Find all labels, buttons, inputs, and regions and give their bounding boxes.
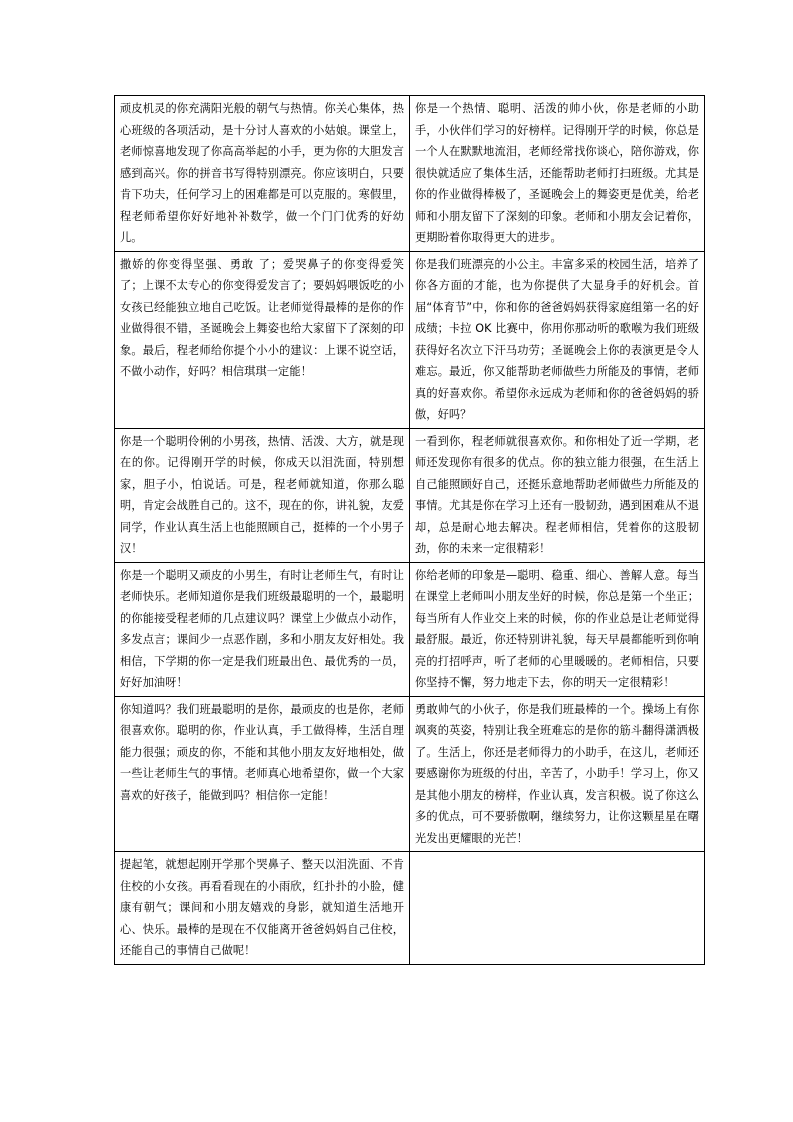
comment-cell: 你是一个聪明伶俐的小男孩，热情、活泼、大方，就是现在的你。记得刚开学的时候，你成天以泪洗面，特别想家，胆子小，怕说话。可是，程老师就知道，你那么聪明，肯定会战胜自己的。这不，现在的你，讲礼貌，友爱同学，作业认真生活上也能照顾自己，挺棒的一个小男子汉！ bbox=[115, 428, 410, 562]
comment-cell: 顽皮机灵的你充满阳光般的朝气与热情。你关心集体，热心班级的各项活动，是十分讨人喜欢的小姑娘。课堂上，老师惊喜地发现了你高高举起的小手，更为你的大胆发言感到高兴。你的拼音书写得特别漂亮。你应该明白，只要肯下功夫，任何学习上的困难都是可以克服的。寒假里，程老师希望你好好地补补数学，做一个门门优秀的好幼儿。 bbox=[115, 96, 410, 252]
empty-comment-cell bbox=[410, 852, 705, 965]
comment-cell: 勇敢帅气的小伙子，你是我们班最棒的一个。操场上有你飒爽的英姿，特别让我全班难忘的是你的筋斗翻得潇洒极了。生活上，你还是老师得力的小助手，在这儿，老师还要感谢你为班级的付出，辛苦了，小助手！学习上，你又是其他小朋友的榜样，作业认真，发言积极。说了你这么多的优点，可不要骄傲啊，继续努力，让你这颗星星在曙光发出更耀眼的光芒！ bbox=[410, 696, 705, 852]
table-row bbox=[115, 696, 705, 852]
comment-cell: 你是一个聪明又顽皮的小男生，有时让老师生气，有时让老师快乐。老师知道你是我们班级最聪明的一个，最聪明的你能接受程老师的几点建议吗？课堂上少做点小动作，多发点言；课间少一点恶作剧，多和小朋友友好相处。我相信，下学期的你一定是我们班最出色、最优秀的一员，好好加油呀！ bbox=[115, 562, 410, 696]
table-row bbox=[115, 852, 705, 965]
comment-cell: 你给老师的印象是—聪明、稳重、细心、善解人意。每当在课堂上老师叫小朋友坐好的时候，你总是第一个坐正；每当所有人作业交上来的时候，你的作业总是让老师觉得最舒服。最近，你还特别讲礼貌，每天早晨都能听到你响亮的打招呼声，听了老师的心里暖暖的。老师相信，只要你坚持不懈，努力地走下去，你的明天一定很精彩！ bbox=[410, 562, 705, 696]
comment-cell: 提起笔，就想起刚开学那个哭鼻子、整天以泪洗面、不肯住校的小女孩。再看看现在的小雨欣，红扑扑的小脸，健康有朝气；课间和小朋友嬉戏的身影，就知道生活地开心、快乐。最棒的是现在不仅能离开爸爸妈妈自己住校，还能自己的事情自己做呢！ bbox=[115, 852, 410, 965]
comment-cell: 你是一个热情、聪明、活泼的帅小伙，你是老师的小助手，小伙伴们学习的好榜样。记得刚开学的时候，你总是一个人在默默地流泪，老师经常找你谈心，陪你游戏，你很快就适应了集体生活，还能帮助老师打扫班级。尤其是你的作业做得棒极了，圣诞晚会上的舞姿更是优美，给老师和小朋友留下了深刻的印象。老师和小朋友会记着你，更期盼着你取得更大的进步。 bbox=[410, 96, 705, 252]
comment-cell: 你知道吗？我们班最聪明的是你，最顽皮的也是你，老师很喜欢你。聪明的你，作业认真，手工做得棒，生活自理能力很强；顽皮的你，不能和其他小朋友友好地相处，做一些让老师生气的事情。老师真心地希望你，做一个大家喜欢的好孩子，能做到吗？相信你一定能！ bbox=[115, 696, 410, 852]
comments-table bbox=[114, 95, 705, 965]
comment-cell: 撒娇的你变得坚强、勇敢 了；爱哭鼻子的你变得爱笑了；上课不太专心的你变得爱发言了；要妈妈喂饭吃的小女孩已经能独立地自己吃饭。让老师觉得最棒的是你的作业做得很不错，圣诞晚会上舞姿也给大家留下了深刻的印象。最后，程老师给你提个小小的建议：上课不说空话，不做小动作，好吗？相信琪琪一定能！ bbox=[115, 251, 410, 428]
table-row bbox=[115, 428, 705, 562]
table-row bbox=[115, 96, 705, 252]
comment-cell: 一看到你，程老师就很喜欢你。和你相处了近一学期，老师还发现你有很多的优点。你的独立能力很强，在生活上自己能照顾好自己，还挺乐意地帮助老师做些力所能及的事情。尤其是你在学习上还有一股韧劲，遇到困难从不退却，总是耐心地去解决。程老师相信，凭着你的这股韧劲，你的未来一定很精彩！ bbox=[410, 428, 705, 562]
table-row bbox=[115, 251, 705, 428]
table-row bbox=[115, 562, 705, 696]
comment-cell: 你是我们班漂亮的小公主。丰富多采的校园生活，培养了你各方面的才能，也为你提供了大显身手的好机会。首届“体育节”中，你和你的爸爸妈妈获得家庭组第一名的好成绩；卡拉 OK 比赛中，你用你那动听的歌喉为我们班级获得好名次立下汗马功劳；圣诞晚会上你的表演更是令人难忘。最近，你又能帮助老师做些力所能及的事情，老师真的好喜欢你。希望你永远成为老师和你的爸爸妈妈的骄傲，好吗？ bbox=[410, 251, 705, 428]
